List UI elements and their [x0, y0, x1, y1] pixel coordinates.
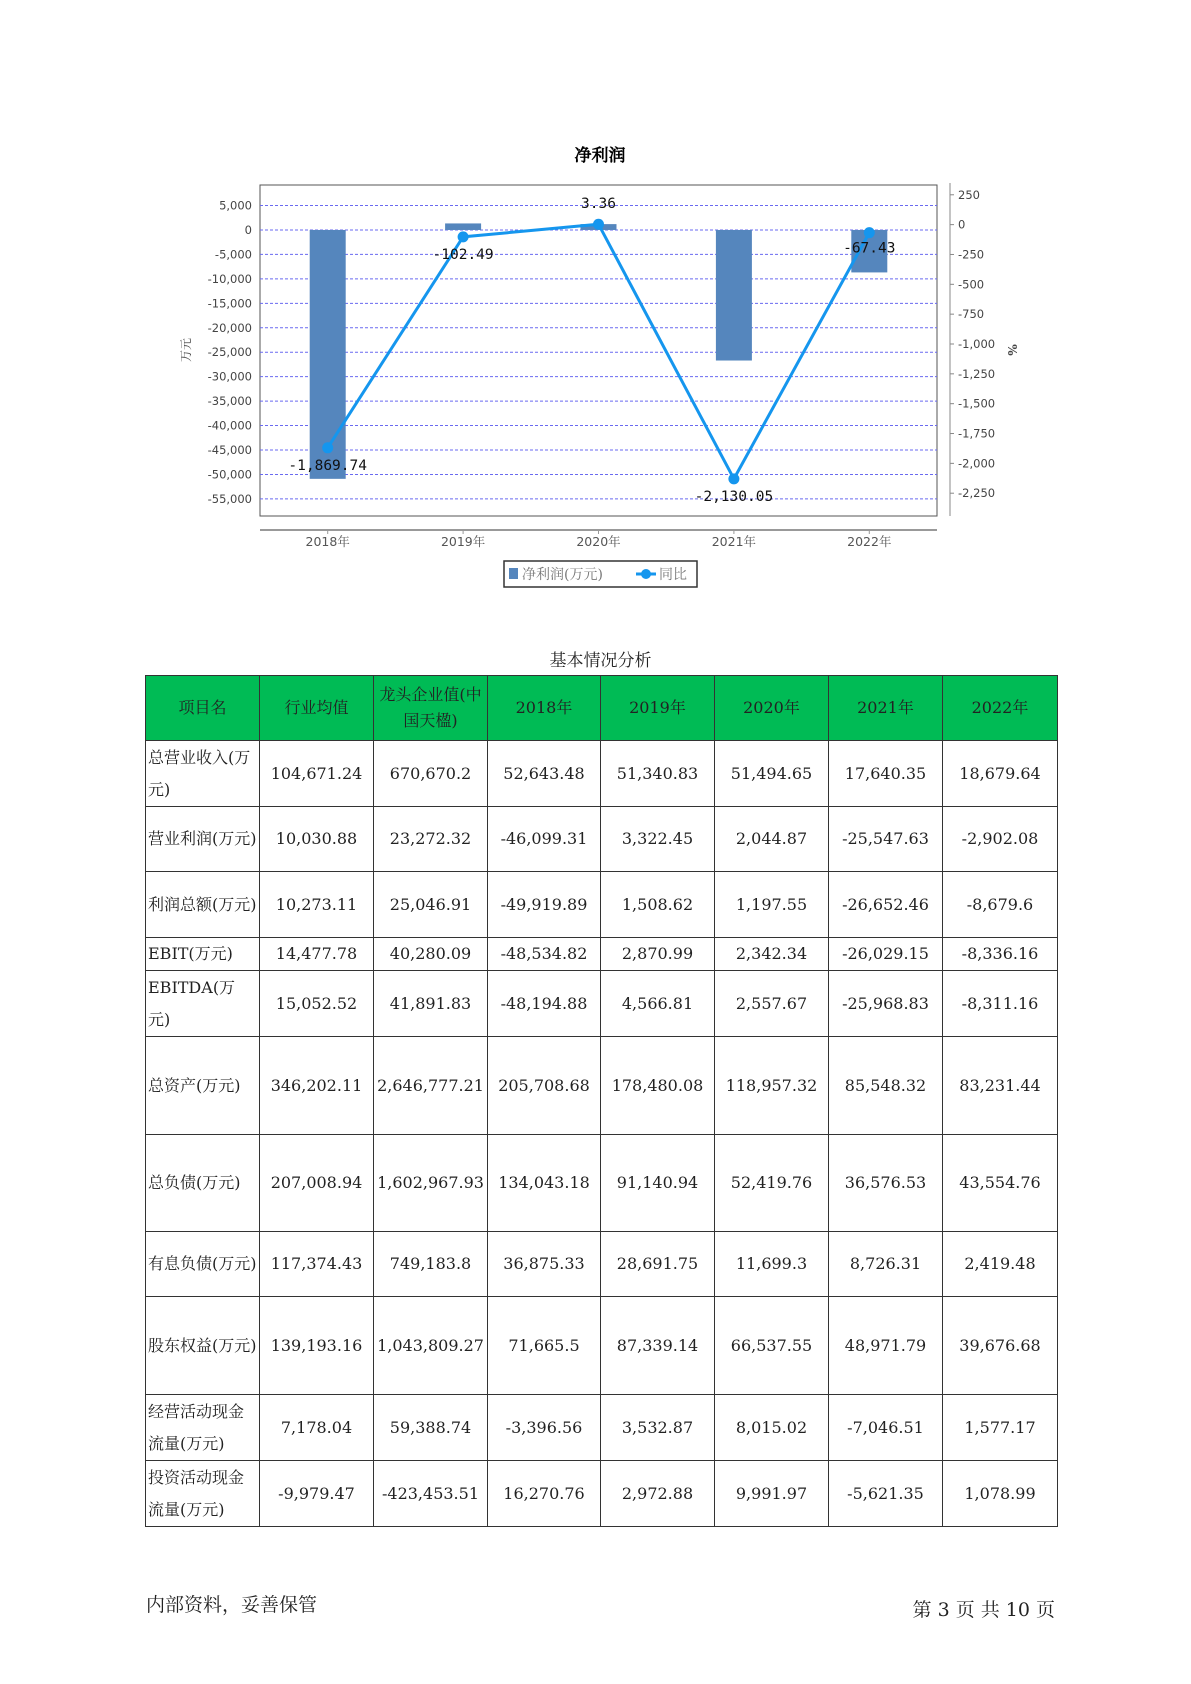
- y-axis-label: 万元: [179, 337, 193, 363]
- table-cell: -3,396.56: [488, 1395, 601, 1461]
- table-cell: 39,676.68: [943, 1297, 1058, 1395]
- table-cell: -25,547.63: [829, 807, 943, 872]
- y2-tick-label: 0: [958, 217, 966, 232]
- y-tick-label: -35,000: [207, 394, 252, 409]
- legend-label: 同比: [659, 567, 687, 583]
- y-tick-label: 0: [244, 222, 252, 237]
- data-label: -67.43: [843, 240, 896, 257]
- table-cell: 36,576.53: [829, 1135, 943, 1232]
- table-cell: -46,099.31: [488, 807, 601, 872]
- table-cell: 40,280.09: [374, 938, 488, 971]
- legend-line-marker: [641, 569, 651, 579]
- table-cell: 51,494.65: [715, 741, 829, 807]
- table-cell: 43,554.76: [943, 1135, 1058, 1232]
- footer-note: 内部资料，妥善保管: [146, 1594, 318, 1616]
- table-cell: -8,311.16: [943, 971, 1058, 1037]
- bar-net-profit: [716, 230, 752, 361]
- table-cell: 2,557.67: [715, 971, 829, 1037]
- data-label: -102.49: [432, 246, 494, 263]
- table-cell: -26,029.15: [829, 938, 943, 971]
- table-cell: -8,679.6: [943, 872, 1058, 938]
- row-label: EBITDA(万元): [146, 971, 260, 1037]
- table-cell: 66,537.55: [715, 1297, 829, 1395]
- table-cell: 207,008.94: [260, 1135, 374, 1232]
- x-tick-label: 2020年: [576, 534, 621, 549]
- net-profit-chart: [0, 0, 1191, 630]
- table-row: [146, 872, 1058, 938]
- point-yoy: [322, 442, 333, 453]
- y2-tick-label: -750: [958, 307, 985, 322]
- data-label: -1,869.74: [288, 457, 367, 474]
- page-number: 第 3 页 共 10 页: [912, 1599, 1055, 1621]
- table-cell: 7,178.04: [260, 1395, 374, 1461]
- table-row: [146, 971, 1058, 1037]
- table-cell: -7,046.51: [829, 1395, 943, 1461]
- table-row: [146, 1232, 1058, 1297]
- table-cell: 83,231.44: [943, 1037, 1058, 1135]
- table-row: [146, 1297, 1058, 1395]
- table-cell: -423,453.51: [374, 1461, 488, 1527]
- column-header: 2020年: [715, 676, 829, 741]
- table-cell: 178,480.08: [601, 1037, 715, 1135]
- y-tick-label: 5,000: [219, 198, 252, 213]
- table-cell: 1,508.62: [601, 872, 715, 938]
- table-cell: 11,699.3: [715, 1232, 829, 1297]
- table-cell: -5,621.35: [829, 1461, 943, 1527]
- table-cell: 10,273.11: [260, 872, 374, 938]
- x-tick-label: 2022年: [847, 534, 892, 549]
- point-yoy: [458, 231, 469, 242]
- table-cell: 10,030.88: [260, 807, 374, 872]
- table-cell: 2,342.34: [715, 938, 829, 971]
- row-label: 营业利润(万元): [146, 807, 260, 872]
- table-cell: 91,140.94: [601, 1135, 715, 1232]
- table-row: [146, 1037, 1058, 1135]
- table-cell: 2,870.99: [601, 938, 715, 971]
- point-yoy: [864, 227, 875, 238]
- point-yoy: [728, 473, 739, 484]
- y-tick-label: -15,000: [207, 296, 252, 311]
- column-header: 2018年: [488, 676, 601, 741]
- table-cell: 1,078.99: [943, 1461, 1058, 1527]
- row-label: 总资产(万元): [146, 1037, 260, 1135]
- y2-tick-label: -1,750: [958, 426, 996, 441]
- table-cell: 8,015.02: [715, 1395, 829, 1461]
- table-cell: 8,726.31: [829, 1232, 943, 1297]
- table-cell: 52,643.48: [488, 741, 601, 807]
- table-cell: -8,336.16: [943, 938, 1058, 971]
- table-cell: 59,388.74: [374, 1395, 488, 1461]
- row-label: 总营业收入(万元): [146, 741, 260, 807]
- y2-tick-label: -2,000: [958, 456, 996, 471]
- table-row: [146, 1395, 1058, 1461]
- table-cell: 41,891.83: [374, 971, 488, 1037]
- y2-tick-label: -1,500: [958, 396, 996, 411]
- x-tick-label: 2021年: [711, 534, 757, 549]
- table-cell: 16,270.76: [488, 1461, 601, 1527]
- bar-net-profit: [310, 230, 346, 479]
- table-row: [146, 1135, 1058, 1232]
- table-cell: -48,194.88: [488, 971, 601, 1037]
- table-cell: 1,602,967.93: [374, 1135, 488, 1232]
- table-cell: 134,043.18: [488, 1135, 601, 1232]
- row-label: 总负债(万元): [146, 1135, 260, 1232]
- column-header: 2022年: [943, 676, 1058, 741]
- column-header: 项目名: [146, 676, 260, 741]
- y-tick-label: -30,000: [207, 369, 252, 384]
- x-tick-label: 2019年: [440, 534, 486, 549]
- point-yoy: [593, 219, 604, 230]
- table-cell: -48,534.82: [488, 938, 601, 971]
- table-cell: 15,052.52: [260, 971, 374, 1037]
- y2-tick-label: -250: [958, 247, 985, 262]
- y2-tick-label: 250: [958, 187, 980, 202]
- table-cell: 670,670.2: [374, 741, 488, 807]
- table-cell: 104,671.24: [260, 741, 374, 807]
- bar-net-profit: [445, 223, 481, 230]
- table-cell: 87,339.14: [601, 1297, 715, 1395]
- table-title: 基本情况分析: [549, 651, 652, 671]
- table-cell: 85,548.32: [829, 1037, 943, 1135]
- chart-title: 净利润: [574, 146, 626, 166]
- table-cell: 1,043,809.27: [374, 1297, 488, 1395]
- y-tick-label: -20,000: [207, 320, 252, 335]
- legend-bar-swatch: [509, 568, 518, 579]
- y2-tick-label: -2,250: [958, 486, 996, 501]
- y-tick-label: -50,000: [207, 467, 252, 482]
- y-tick-label: -55,000: [207, 491, 252, 506]
- table-cell: 3,532.87: [601, 1395, 715, 1461]
- table-cell: 4,566.81: [601, 971, 715, 1037]
- column-header: 2021年: [829, 676, 943, 741]
- table-cell: -25,968.83: [829, 971, 943, 1037]
- table-cell: 2,044.87: [715, 807, 829, 872]
- row-label: 利润总额(万元): [146, 872, 260, 938]
- table-cell: 14,477.78: [260, 938, 374, 971]
- table-cell: 2,646,777.21: [374, 1037, 488, 1135]
- table-cell: 25,046.91: [374, 872, 488, 938]
- table-cell: 9,991.97: [715, 1461, 829, 1527]
- y2-tick-label: -500: [958, 277, 985, 292]
- table-cell: 51,340.83: [601, 741, 715, 807]
- y-tick-label: -10,000: [207, 271, 252, 286]
- y2-axis-label: %: [1005, 344, 1019, 356]
- table-cell: 18,679.64: [943, 741, 1058, 807]
- basic-analysis-table: [145, 675, 1058, 1527]
- column-header: 2019年: [601, 676, 715, 741]
- data-label: -2,130.05: [694, 488, 774, 505]
- table-cell: 117,374.43: [260, 1232, 374, 1297]
- table-cell: 28,691.75: [601, 1232, 715, 1297]
- table-cell: 118,957.32: [715, 1037, 829, 1135]
- row-label: EBIT(万元): [146, 938, 260, 971]
- column-header: 行业均值: [260, 676, 374, 741]
- table-row: [146, 807, 1058, 872]
- table-cell: 3,322.45: [601, 807, 715, 872]
- y-tick-label: -5,000: [214, 247, 252, 262]
- y-tick-label: -40,000: [207, 418, 252, 433]
- table-cell: -49,919.89: [488, 872, 601, 938]
- row-label: 经营活动现金流量(万元): [146, 1395, 260, 1461]
- table-row: [146, 741, 1058, 807]
- table-row: [146, 938, 1058, 971]
- table-cell: 48,971.79: [829, 1297, 943, 1395]
- x-tick-label: 2018年: [305, 534, 350, 549]
- table-cell: 139,193.16: [260, 1297, 374, 1395]
- table-row: [146, 1461, 1058, 1527]
- table-cell: -26,652.46: [829, 872, 943, 938]
- row-label: 股东权益(万元): [146, 1297, 260, 1395]
- y2-tick-label: -1,250: [958, 366, 996, 381]
- row-label: 投资活动现金流量(万元): [146, 1461, 260, 1527]
- table-cell: 1,577.17: [943, 1395, 1058, 1461]
- y-tick-label: -45,000: [207, 442, 252, 457]
- table-cell: 205,708.68: [488, 1037, 601, 1135]
- table-cell: 2,972.88: [601, 1461, 715, 1527]
- table-cell: -9,979.47: [260, 1461, 374, 1527]
- table-cell: 749,183.8: [374, 1232, 488, 1297]
- table-cell: 36,875.33: [488, 1232, 601, 1297]
- table-cell: 23,272.32: [374, 807, 488, 872]
- row-label: 有息负债(万元): [146, 1232, 260, 1297]
- table-cell: 346,202.11: [260, 1037, 374, 1135]
- table-cell: -2,902.08: [943, 807, 1058, 872]
- table-cell: 2,419.48: [943, 1232, 1058, 1297]
- table-cell: 52,419.76: [715, 1135, 829, 1232]
- data-label: 3.36: [581, 196, 616, 213]
- y2-tick-label: -1,000: [958, 336, 996, 351]
- table-cell: 1,197.55: [715, 872, 829, 938]
- y-tick-label: -25,000: [207, 345, 252, 360]
- table-cell: 71,665.5: [488, 1297, 601, 1395]
- column-header: 龙头企业值(中国天楹): [374, 676, 488, 741]
- table-header-row: [146, 676, 1058, 741]
- table-cell: 17,640.35: [829, 741, 943, 807]
- legend-label: 净利润(万元): [522, 567, 603, 583]
